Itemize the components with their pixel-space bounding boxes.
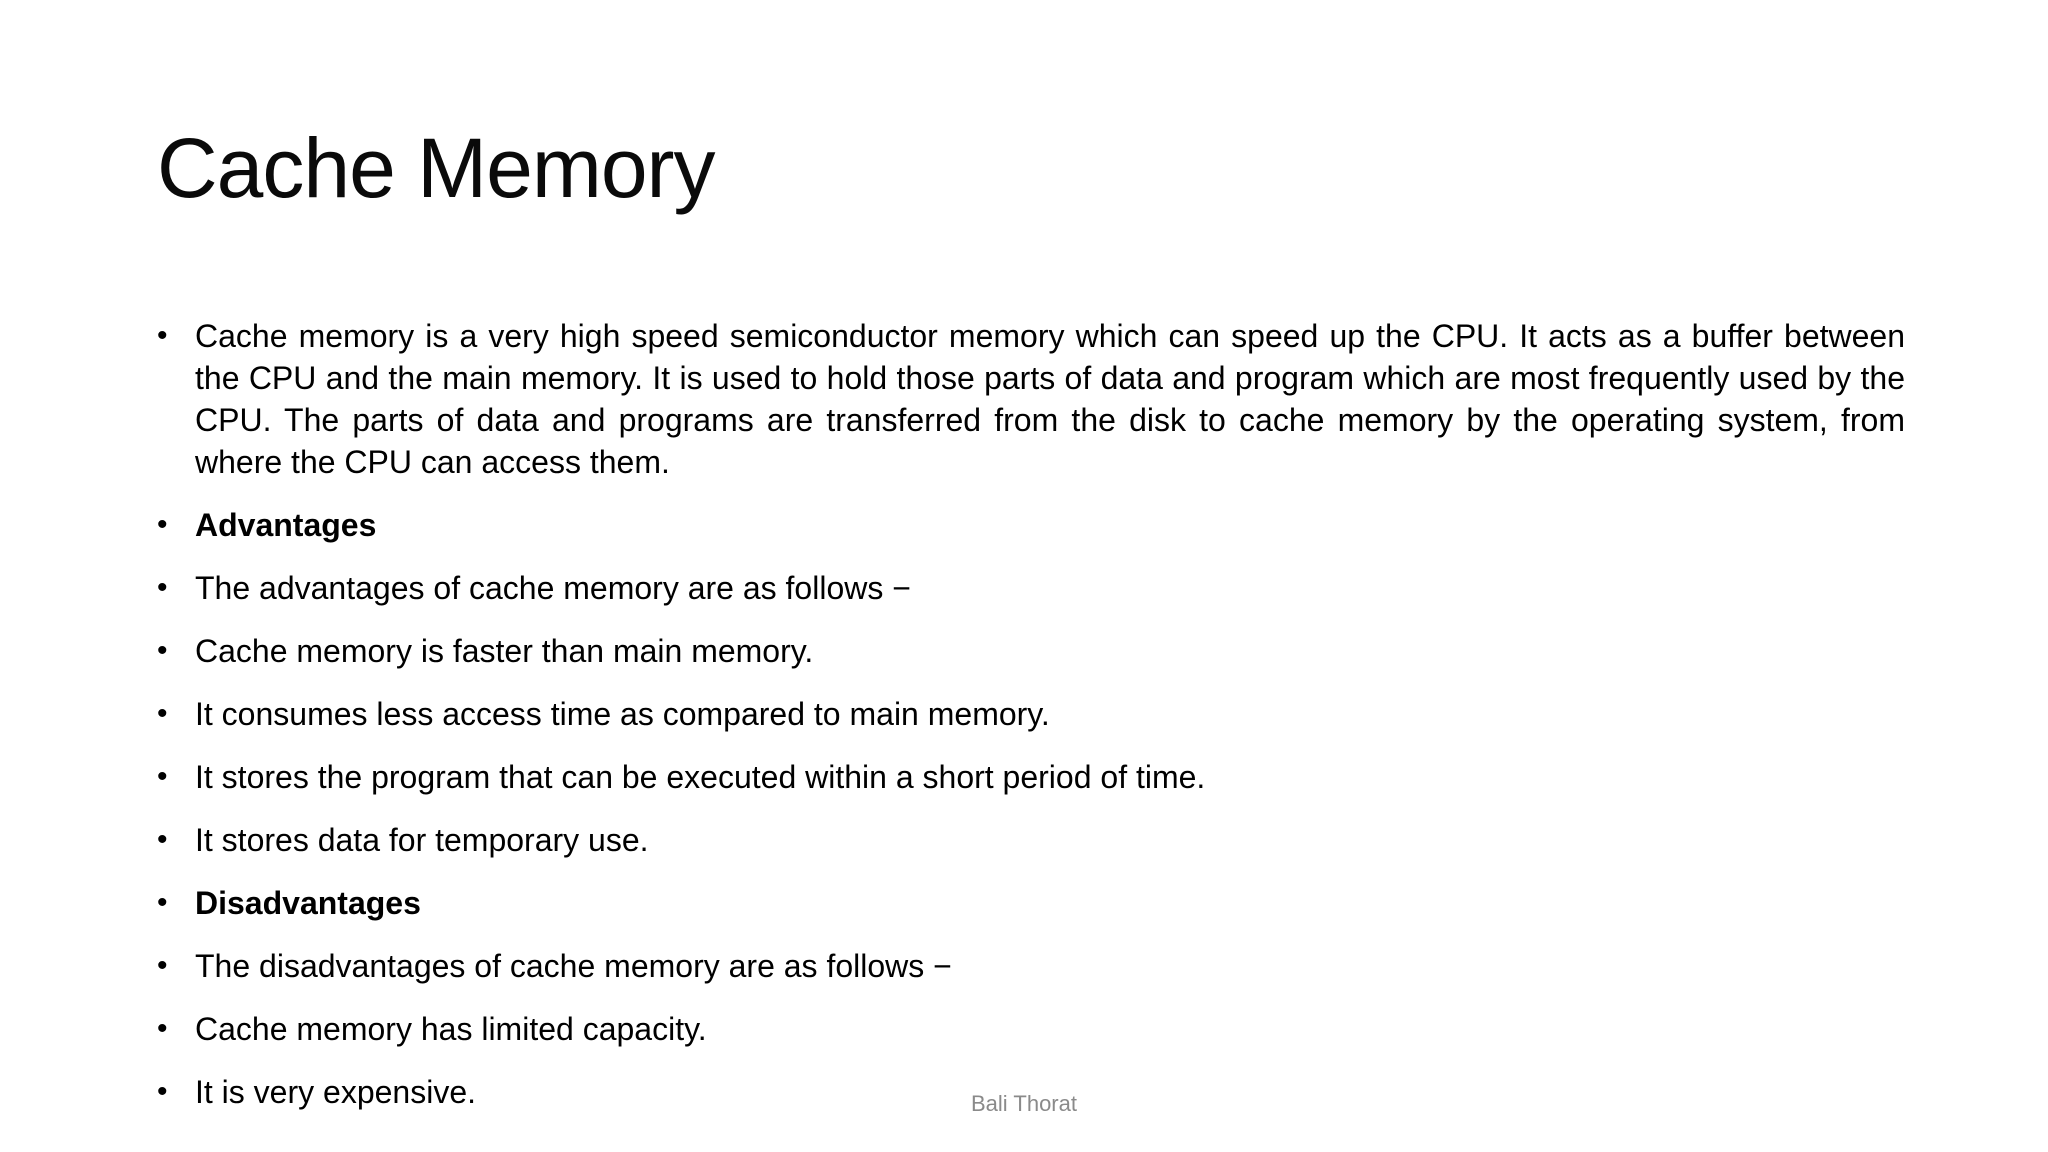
- bullet-dot-icon: •: [157, 634, 168, 667]
- bullet-dot-icon: •: [157, 1012, 168, 1045]
- bullet-text: It is very expensive.: [195, 1074, 476, 1110]
- bullet-dot-icon: •: [157, 760, 168, 793]
- section-heading-advantages: Advantages: [195, 507, 377, 543]
- bullet-item: [157, 945, 1905, 987]
- bullet-item: [157, 315, 1905, 483]
- bullet-dot-icon: •: [157, 949, 168, 982]
- bullet-dot-icon: •: [157, 571, 168, 604]
- slide-footer-author: Bali Thorat: [971, 1091, 1077, 1116]
- bullet-item: [157, 882, 1905, 924]
- bullet-item: [157, 630, 1905, 672]
- bullet-dot-icon: •: [157, 697, 168, 730]
- bullet-dot-icon: •: [157, 886, 168, 919]
- bullet-text: The disadvantages of cache memory are as follows −: [195, 948, 952, 984]
- bullet-dot-icon: •: [157, 319, 168, 352]
- bullet-text: The advantages of cache memory are as follows −: [195, 570, 911, 606]
- bullet-text: Cache memory is a very high speed semiconductor memory which can speed up the CPU. It acts as a buffer between the CPU and the main memory. It is used to hold those parts of data and program which are most frequently used by the CPU. The parts of data and programs are transferred from the disk to cache memory by the operating system, from where the CPU can access them.: [195, 318, 1905, 480]
- bullet-item: [157, 756, 1905, 798]
- bullet-text: Cache memory has limited capacity.: [195, 1011, 707, 1047]
- bullet-item: [157, 819, 1905, 861]
- bullet-text: Cache memory is faster than main memory.: [195, 633, 814, 669]
- bullet-dot-icon: •: [157, 508, 168, 541]
- bullet-item: [157, 693, 1905, 735]
- bullet-text: It consumes less access time as compared to main memory.: [195, 696, 1050, 732]
- bullet-text: It stores data for temporary use.: [195, 822, 649, 858]
- bullet-text: It stores the program that can be executed within a short period of time.: [195, 759, 1206, 795]
- bullet-item: [157, 567, 1905, 609]
- bullet-dot-icon: •: [157, 1075, 168, 1108]
- bullet-item: [157, 504, 1905, 546]
- bullet-item: [157, 1008, 1905, 1050]
- section-heading-disadvantages: Disadvantages: [195, 885, 421, 921]
- slide-title: Cache Memory: [157, 121, 715, 215]
- bullet-list: [157, 315, 1905, 1134]
- bullet-dot-icon: •: [157, 823, 168, 856]
